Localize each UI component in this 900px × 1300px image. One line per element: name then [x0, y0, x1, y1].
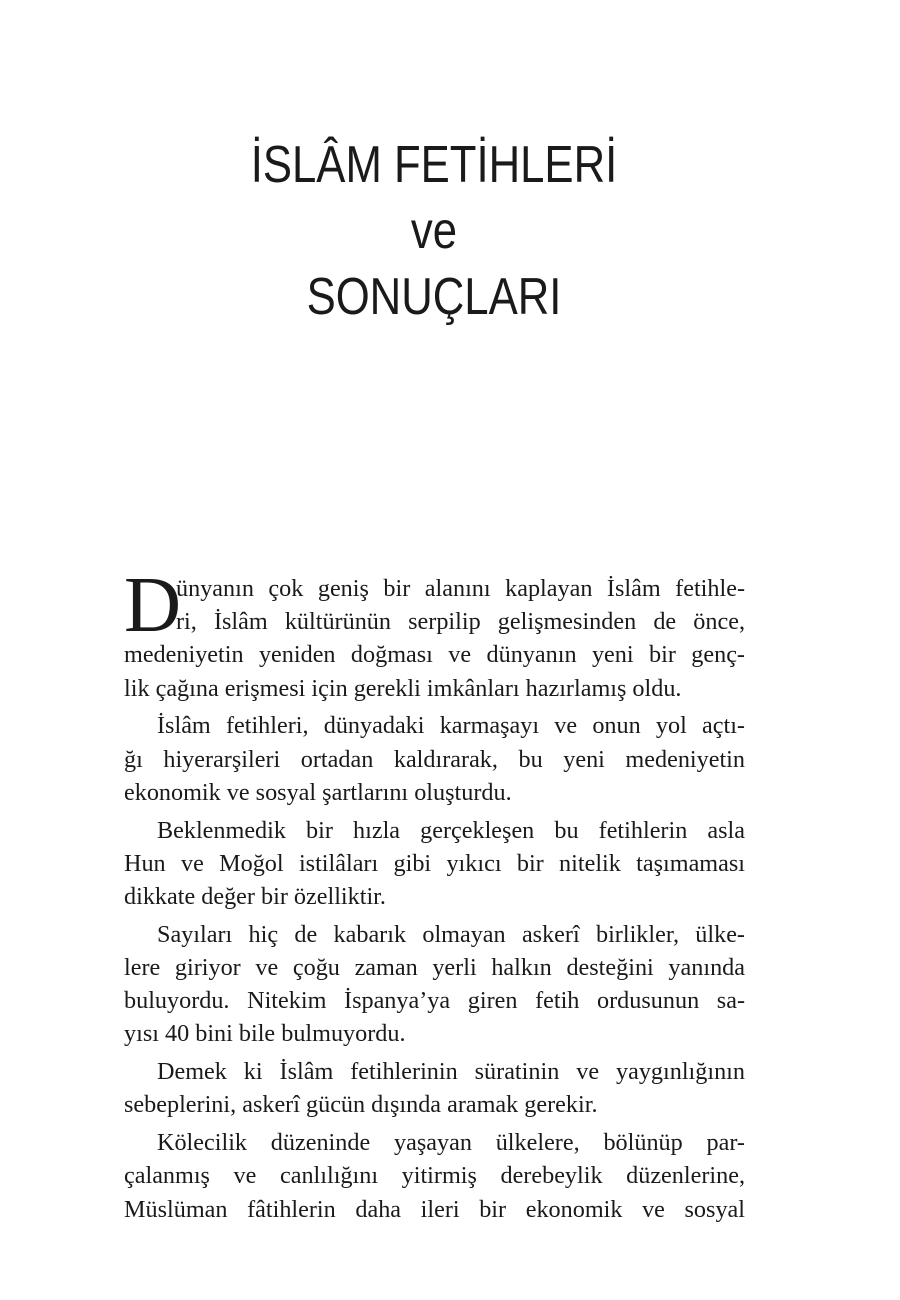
- paragraph-6: [124, 1126, 745, 1226]
- paragraph-line: yısı 40 bini bile bulmuyordu.: [124, 1020, 406, 1048]
- paragraph-line: Kölecilik düzeninde yaşayan ülkelere, bölünüp par-: [157, 1129, 745, 1157]
- paragraph-line: Hun ve Moğol istilâları gibi yıkıcı bir nitelik taşımaması: [124, 849, 745, 877]
- drop-cap: D: [124, 562, 182, 649]
- paragraph-5: [124, 1055, 745, 1121]
- paragraph-line: buluyordu. Nitekim İspanya’ya giren fetih ordusunun sa-: [124, 987, 745, 1015]
- paragraph-4: [124, 918, 745, 1051]
- paragraph-line: ekonomik ve sosyal şartlarını oluşturdu.: [124, 778, 512, 806]
- paragraph-line: medeniyetin yeniden doğması ve dünyanın yeni bir genç-: [124, 641, 745, 669]
- paragraph-3: [124, 814, 745, 914]
- paragraph-1: [124, 562, 745, 705]
- paragraph-line: dikkate değer bir özelliktir.: [124, 883, 386, 911]
- paragraph-line: ri, İslâm kültürünün serpilip gelişmesinden de önce,: [176, 608, 745, 636]
- paragraph-line: ğı hiyerarşileri ortadan kaldırarak, bu yeni medeniyetin: [124, 745, 745, 773]
- paragraph-line: sebeplerini, askerî gücün dışında aramak gerekir.: [124, 1091, 598, 1119]
- paragraph-line: Demek ki İslâm fetihlerinin süratinin ve yaygınlığının: [157, 1058, 745, 1086]
- body-text: [124, 562, 745, 1230]
- chapter-title-line-2: ve: [410, 202, 458, 260]
- paragraph-2: [124, 709, 745, 809]
- paragraph-line: lik çağına erişmesi için gerekli imkânları hazırlamış oldu.: [124, 674, 682, 702]
- paragraph-line: Beklenmedik bir hızla gerçekleşen bu fetihlerin asla: [157, 816, 745, 844]
- paragraph-line: Sayıları hiç de kabarık olmayan askerî birlikler, ülke-: [157, 920, 745, 948]
- paragraph-line: İslâm fetihleri, dünyadaki karmaşayı ve onun yol açtı-: [157, 712, 745, 740]
- chapter-title-line-3: SONUÇLARI: [306, 268, 562, 326]
- chapter-title-line-1: İSLÂM FETİHLERİ: [250, 136, 618, 194]
- paragraph-line: çalanmış ve canlılığını yitirmiş derebeylik düzenlerine,: [124, 1162, 745, 1190]
- chapter-title: [69, 132, 798, 330]
- paragraph-line: Müslüman fâtihlerin daha ileri bir ekonomik ve sosyal: [124, 1195, 745, 1223]
- paragraph-line: ünyanın çok geniş bir alanını kaplayan İslâm fetihle-: [176, 575, 745, 602]
- paragraph-line: lere giriyor ve çoğu zaman yerli halkın desteğini yanında: [124, 954, 745, 982]
